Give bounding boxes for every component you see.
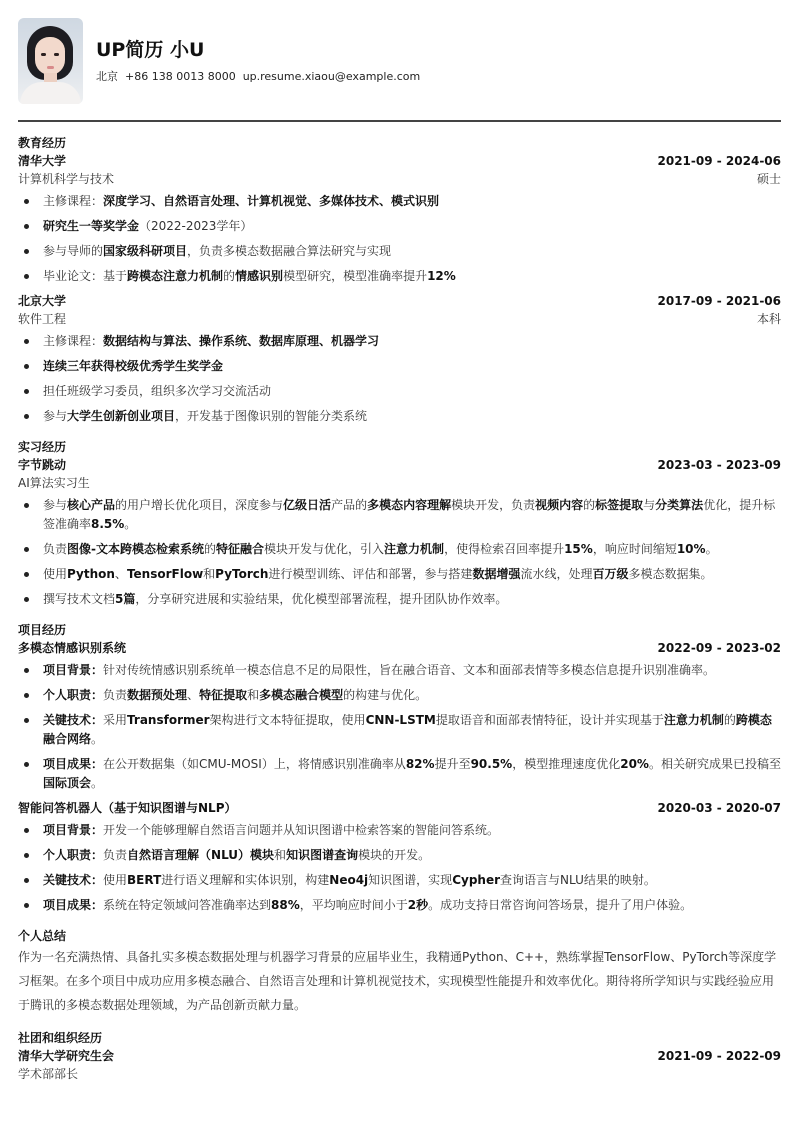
section-education [18, 134, 781, 426]
section-title: 个人总结 [18, 928, 67, 943]
avatar [18, 18, 83, 104]
entry-date: 2021-09 - 2024-06 [657, 153, 781, 168]
bullet-item: 项目背景：开发一个能够理解自然语言问题并从知识图谱中检索答案的智能问答系统。 [18, 821, 781, 840]
bullet-item: 个人职责：负责数据预处理、特征提取和多模态融合模型的构建与优化。 [18, 686, 781, 705]
degree: 本科 [756, 311, 781, 326]
entry-date: 2017-09 - 2021-06 [657, 293, 781, 308]
bullet-list [18, 821, 781, 915]
header-divider [18, 120, 781, 122]
school-name: 清华大学 [18, 153, 67, 168]
section-internship [18, 438, 781, 609]
contact-city: 北京 [96, 69, 118, 83]
organization-name: 清华大学研究生会 [18, 1048, 115, 1063]
bullet-item: 使用Python、TensorFlow和PyTorch进行模型训练、评估和部署，参与搭建数据增强流水线，处理百万级多模态数据集。 [18, 565, 781, 584]
company-name: 字节跳动 [18, 457, 67, 472]
bullet-list [18, 332, 781, 426]
bullet-item: 项目成果：在公开数据集（如CMU-MOSI）上，将情感识别准确率从82%提升至90.5%，模型推理速度优化20%。相关研究成果已投稿至国际顶会。 [18, 755, 781, 793]
bullet-item: 项目背景：针对传统情感识别系统单一模态信息不足的局限性，旨在融合语音、文本和面部表情等多模态信息提升识别准确率。 [18, 661, 781, 680]
degree: 硕士 [756, 171, 781, 186]
contact-email: up.resume.xiaou@example.com [242, 69, 421, 83]
bullet-item: 主修课程：数据结构与算法、操作系统、数据库原理、机器学习 [18, 332, 781, 351]
education-entry [18, 292, 781, 426]
school-name: 北京大学 [18, 293, 67, 308]
section-title: 社团和组织经历 [18, 1030, 103, 1045]
bullet-list [18, 496, 781, 609]
project-name: 多模态情感识别系统 [18, 640, 127, 655]
internship-entry [18, 456, 781, 609]
job-role: AI算法实习生 [18, 475, 90, 490]
entry-date: 2021-09 - 2022-09 [657, 1048, 781, 1063]
section-title: 教育经历 [18, 135, 67, 150]
major: 计算机科学与技术 [18, 171, 115, 186]
bullet-item: 主修课程：深度学习、自然语言处理、计算机视觉、多媒体技术、模式识别 [18, 192, 781, 211]
education-entry [18, 152, 781, 286]
bullet-list [18, 192, 781, 286]
bullet-item: 个人职责：负责自然语言理解（NLU）模块和知识图谱查询模块的开发。 [18, 846, 781, 865]
bullet-item: 毕业论文：基于跨模态注意力机制的情感识别模型研究，模型准确率提升12% [18, 267, 781, 286]
bullet-item: 撰写技术文档5篇，分享研究进展和实验结果，优化模型部署流程，提升团队协作效率。 [18, 590, 781, 609]
section-projects [18, 621, 781, 915]
entry-date: 2023-03 - 2023-09 [657, 457, 781, 472]
candidate-name: UP简历 小U [96, 38, 205, 61]
bullet-item: 关键技术：采用Transformer架构进行文本特征提取，使用CNN-LSTM提取语音和面部表情特征，设计并实现基于注意力机制的跨模态融合网络。 [18, 711, 781, 749]
project-entry [18, 799, 781, 915]
entry-date: 2022-09 - 2023-02 [657, 640, 781, 655]
organization-entry [18, 1047, 781, 1083]
major: 软件工程 [18, 311, 67, 326]
summary-text: 作为一名充满热情、具备扎实多模态数据处理与机器学习背景的应届毕业生，我精通Python、C++，熟练掌握TensorFlow、PyTorch等深度学习框架。在多个项目中成功应用多模态融合、自然语言处理和计算机视觉技术，实现模型性能提升和效率优化。期待将所学知识与实践经验应用于腾讯的多模态数据处理领域，为产品创新贡献力量。 [18, 949, 777, 1012]
header-info [96, 37, 420, 86]
project-entry [18, 639, 781, 793]
project-name: 智能问答机器人（基于知识图谱与NLP） [18, 800, 237, 815]
bullet-item: 负责图像-文本跨模态检索系统的特征融合模块开发与优化，引入注意力机制，使得检索召回率提升15%，响应时间缩短10%。 [18, 540, 781, 559]
contact-phone: +86 138 0013 8000 [125, 69, 236, 83]
section-summary [18, 927, 781, 1017]
contact-line [96, 69, 420, 86]
bullet-item: 关键技术：使用BERT进行语义理解和实体识别，构建Neo4j知识图谱，实现Cypher查询语言与NLU结果的映射。 [18, 871, 781, 890]
section-title: 实习经历 [18, 439, 67, 454]
section-organizations [18, 1029, 781, 1083]
bullet-item: 参与大学生创新创业项目，开发基于图像识别的智能分类系统 [18, 407, 781, 426]
organization-role: 学术部部长 [18, 1066, 79, 1081]
resume-header [18, 18, 781, 104]
bullet-item: 担任班级学习委员，组织多次学习交流活动 [18, 382, 781, 401]
entry-date: 2020-03 - 2020-07 [657, 800, 781, 815]
section-title: 项目经历 [18, 622, 67, 637]
bullet-list [18, 661, 781, 793]
bullet-item: 研究生一等奖学金（2022-2023学年） [18, 217, 781, 236]
bullet-item: 连续三年获得校级优秀学生奖学金 [18, 357, 781, 376]
bullet-item: 参与核心产品的用户增长优化项目，深度参与亿级日活产品的多模态内容理解模块开发，负责视频内容的标签提取与分类算法优化，提升标签准确率8.5%。 [18, 496, 781, 534]
bullet-item: 项目成果：系统在特定领域问答准确率达到88%，平均响应时间小于2秒。成功支持日常咨询问答场景，提升了用户体验。 [18, 896, 781, 915]
bullet-item: 参与导师的国家级科研项目，负责多模态数据融合算法研究与实现 [18, 242, 781, 261]
